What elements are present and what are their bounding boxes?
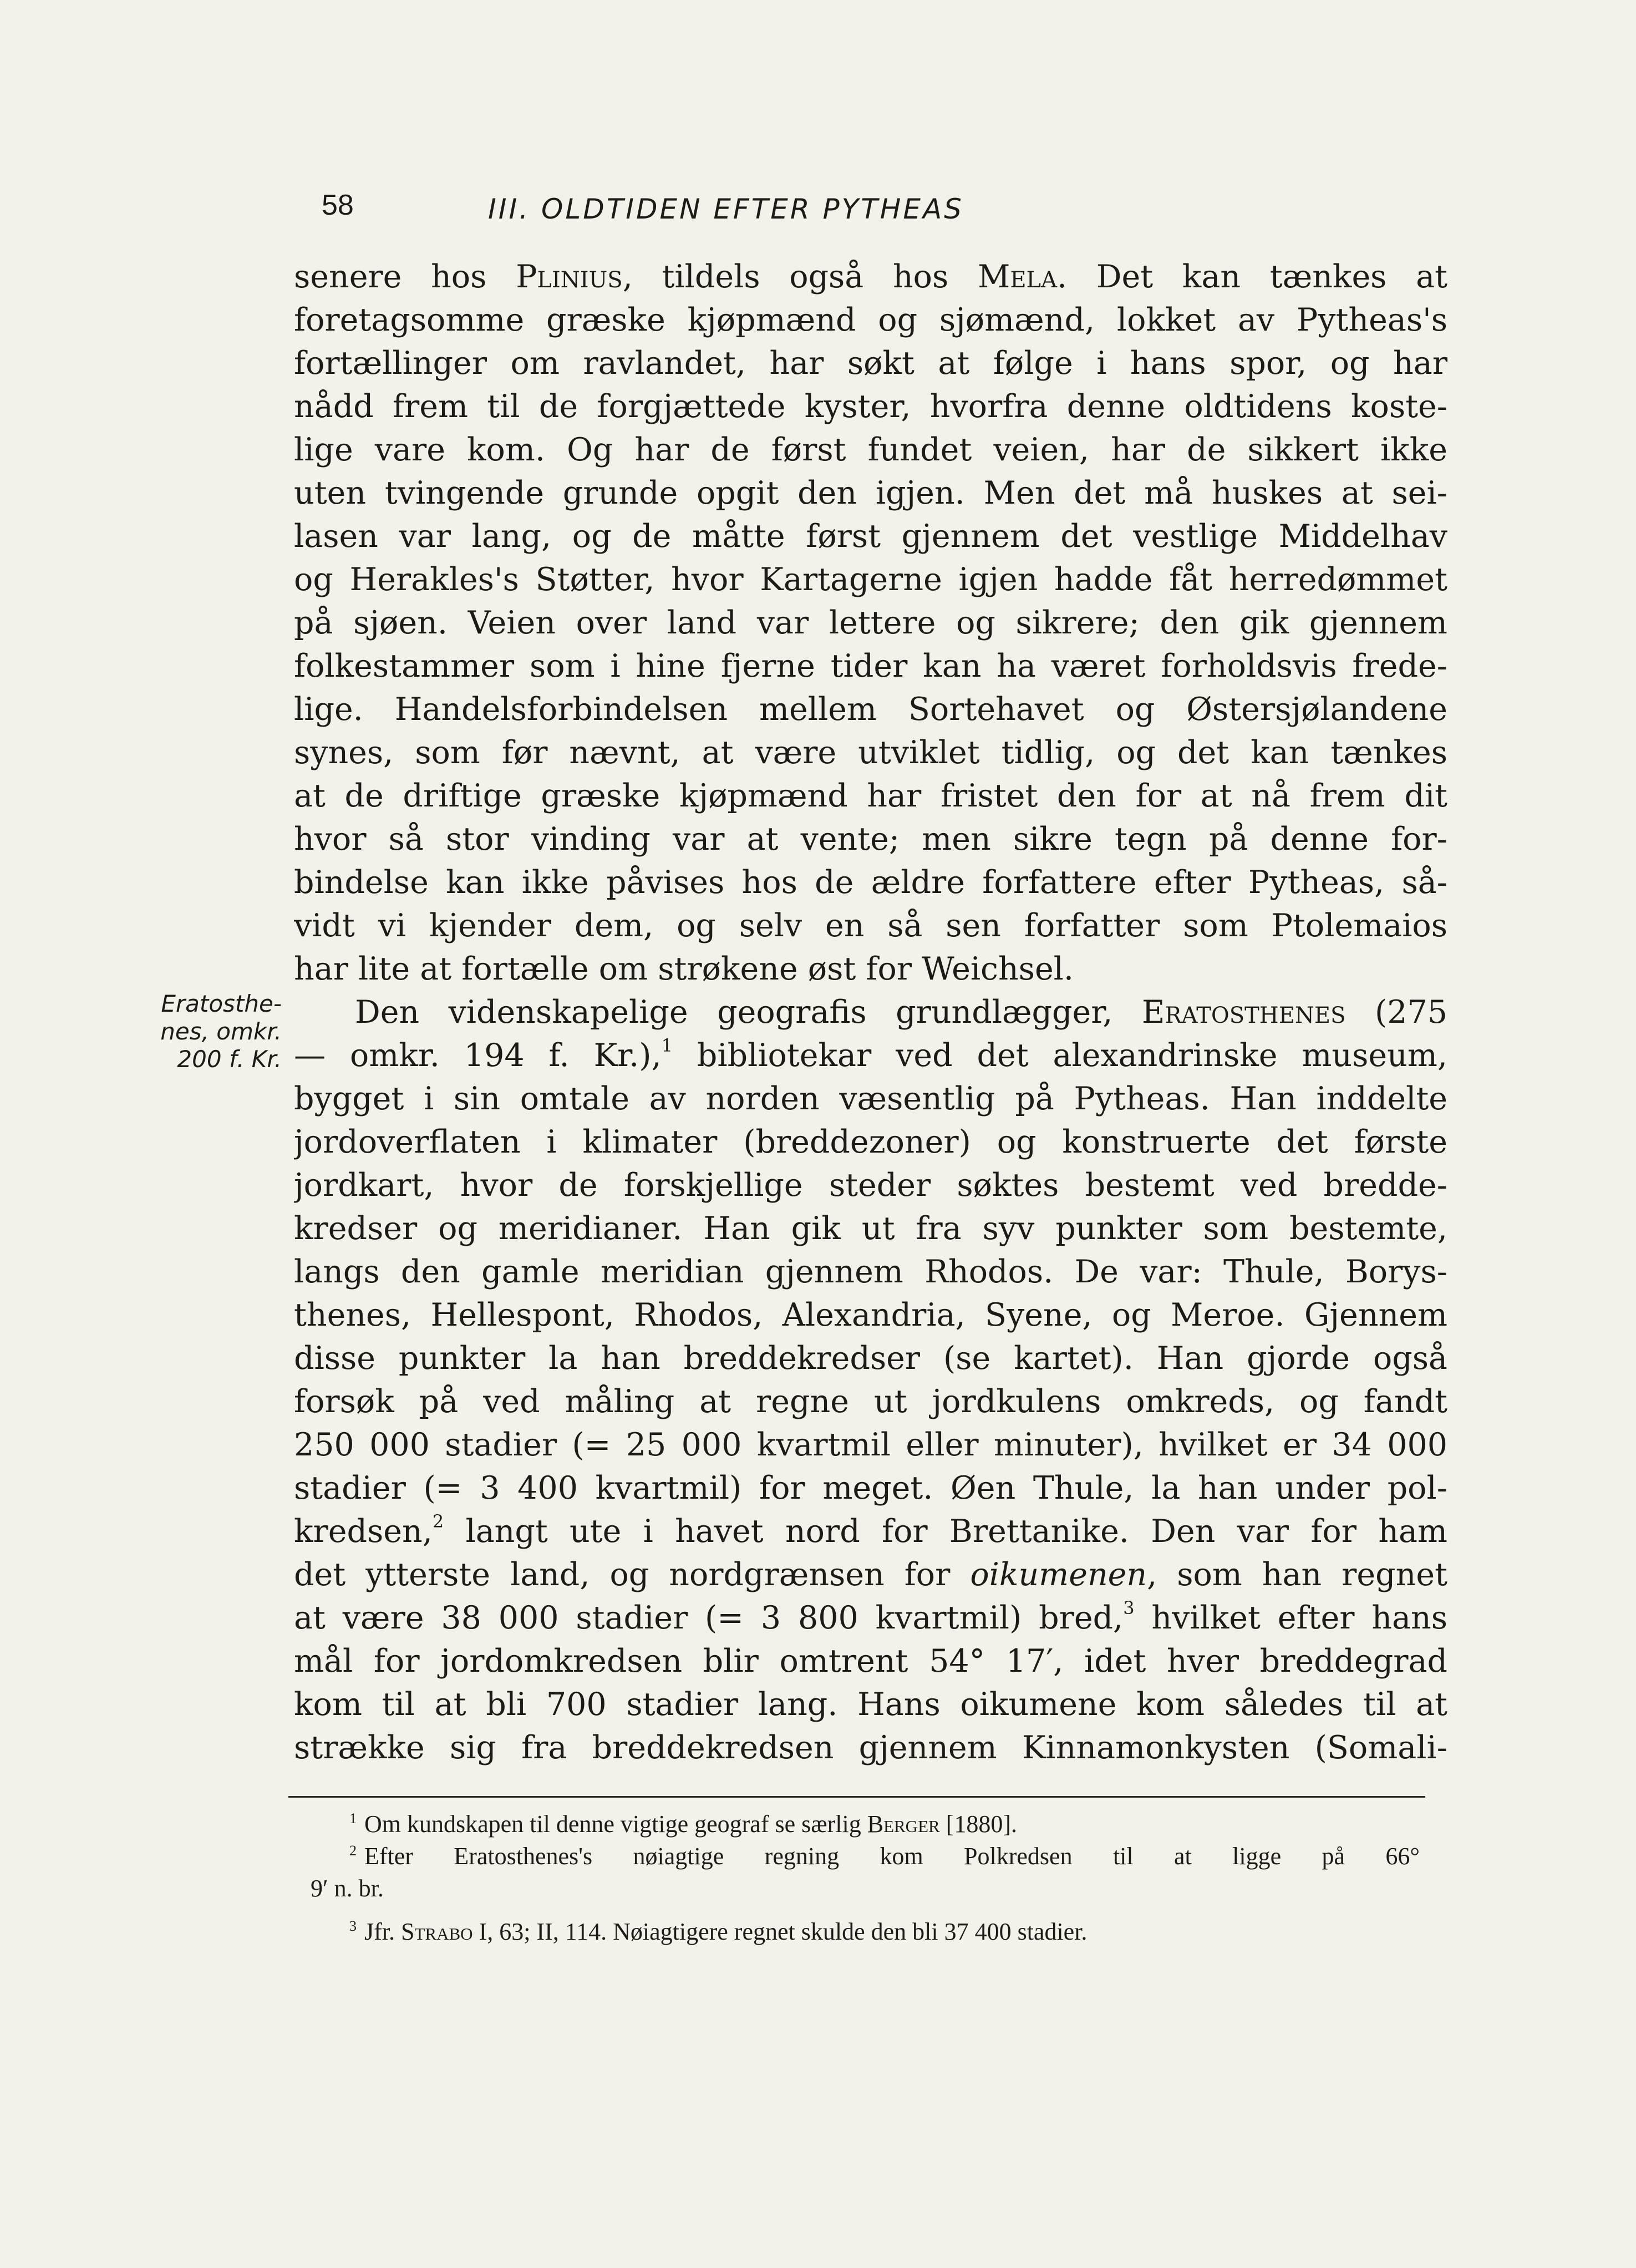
text-line: foretagsomme græske kjøpmænd og sjømænd, lokket av Pytheas's bbox=[294, 302, 1447, 338]
text-line: disse punkter la han breddekredser (se kartet). Han gjorde også bbox=[294, 1340, 1447, 1377]
text-line: hvor så stor vinding var at vente; men sikre tegn på denne for- bbox=[294, 821, 1447, 858]
text-line: forsøk på ved måling at regne ut jordkulens omkreds, og fandt bbox=[294, 1383, 1447, 1420]
text-line: folkestammer som i hine fjerne tider kan ha været forholdsvis frede- bbox=[294, 648, 1447, 684]
margin-note-line: nes, omkr. bbox=[160, 1018, 282, 1045]
text-line: og Herakles's Støtter, hvor Kartagerne igjen hadde fåt herredømmet bbox=[294, 561, 1447, 598]
footnote-ref[interactable]: 3 bbox=[1123, 1597, 1135, 1618]
footnotes bbox=[311, 1808, 1420, 1948]
margin-note-line: Eratosthe- bbox=[161, 990, 282, 1017]
text-line: senere hos Plinius, tildels også hos Mela. Det kan tænkes at bbox=[294, 258, 1447, 295]
text-line: — omkr. 194 f. Kr.),$^1$ bibliotekar ved det alexandrinske museum, bbox=[294, 1035, 1447, 1074]
text-line: synes, som før nævnt, at være utviklet tidlig, og det kan tænkes bbox=[294, 734, 1447, 771]
text-line: kredser og meridianer. Han gik ut fra syv punkter som bestemte, bbox=[294, 1210, 1447, 1247]
running-title: III. OLDTIDEN EFTER PYTHEAS bbox=[488, 193, 964, 225]
footnote-2: $^2$ Efter Eratosthenes's nøiagtige regning kom Polkredsen til at ligge på 66° bbox=[349, 1843, 1420, 1870]
footnote-2-continued: 9′ n. br. bbox=[311, 1875, 384, 1902]
text-line: det ytterste land, og nordgrænsen for oikumenen, som han regnet bbox=[294, 1556, 1447, 1593]
body-text bbox=[294, 255, 1447, 1769]
text-line: thenes, Hellespont, Rhodos, Alexandria, Syene, og Meroe. Gjennem bbox=[294, 1297, 1447, 1333]
page-number: 58 bbox=[322, 189, 354, 221]
footnote-1: $^1$ Om kundskapen til denne vigtige geograf se særlig Berger [1880]. bbox=[349, 1810, 1017, 1838]
author-name: Mela bbox=[977, 258, 1057, 295]
author-name: Plinius bbox=[516, 258, 623, 295]
footnote-number: 2 bbox=[349, 1843, 357, 1859]
text-line: uten tvingende grunde opgit den igjen. Men det må huskes at sei- bbox=[294, 475, 1447, 511]
text-line: Den videnskapelige geografis grundlægger, Eratosthenes (275 bbox=[355, 994, 1447, 1031]
text-line: lige. Handelsforbindelsen mellem Sortehavet og Østersjølandene bbox=[294, 691, 1447, 728]
text-line: 250 000 stadier (= 25 000 kvartmil eller minuter), hvilket er 34 000 bbox=[294, 1427, 1447, 1463]
footnote-3: $^3$ Jfr. Strabo I, 63; II, 114. Nøiagtigere regnet skulde den bli 37 400 stadier. bbox=[349, 1918, 1088, 1945]
footnote-ref[interactable]: 2 bbox=[432, 1511, 444, 1532]
author-name: Eratosthenes bbox=[1141, 994, 1346, 1031]
emphasis: oikumenen bbox=[970, 1556, 1147, 1593]
text-line: på sjøen. Veien over land var lettere og sikrere; den gik gjennem bbox=[294, 605, 1447, 641]
text-line: at være 38 000 stadier (= 3 800 kvartmil) bred,$^3$ hvilket efter hans bbox=[294, 1597, 1447, 1636]
author-name: Berger bbox=[867, 1810, 940, 1838]
text-line: bygget i sin omtale av norden væsentlig på Pytheas. Han inddelte bbox=[294, 1080, 1447, 1117]
page-header bbox=[322, 189, 1414, 244]
text-line: jordkart, hvor de forskjellige steder søktes bestemt ved bredde- bbox=[294, 1167, 1447, 1204]
text-line: at de driftige græske kjøpmænd har fristet den for at nå frem dit bbox=[294, 778, 1447, 814]
footnote-rule bbox=[288, 1796, 1425, 1798]
text-line: kom til at bli 700 stadier lang. Hans oikumene kom således til at bbox=[294, 1686, 1447, 1723]
footnote-number: 1 bbox=[349, 1810, 357, 1826]
text-line: bindelse kan ikke påvises hos de ældre forfattere efter Pytheas, så- bbox=[294, 864, 1447, 901]
text-line: lasen var lang, og de måtte først gjennem det vestlige Middelhav bbox=[294, 518, 1447, 555]
text-line: vidt vi kjender dem, og selv en så sen forfatter som Ptolemaios bbox=[294, 907, 1447, 944]
text-line: stadier (= 3 400 kvartmil) for meget. Øen Thule, la han under pol- bbox=[294, 1470, 1447, 1506]
margin-note-line: 200 f. Kr. bbox=[177, 1046, 282, 1073]
footnote-number: 3 bbox=[349, 1918, 357, 1934]
text-line: nådd frem til de forgjættede kyster, hvorfra denne oldtidens koste- bbox=[294, 388, 1447, 425]
text-line: mål for jordomkredsen blir omtrent 54° 17′, idet hver breddegrad bbox=[294, 1643, 1447, 1680]
margin-note bbox=[126, 990, 282, 1073]
text-line: har lite at fortælle om strøkene øst for Weichsel. bbox=[294, 951, 1074, 987]
text-line: langs den gamle meridian gjennem Rhodos. De var: Thule, Borys- bbox=[294, 1254, 1447, 1290]
author-name: Strabo bbox=[401, 1918, 473, 1945]
text-line: kredsen,$^2$ langt ute i havet nord for Brettanike. Den var for ham bbox=[294, 1511, 1447, 1550]
footnote-ref[interactable]: 1 bbox=[661, 1035, 673, 1056]
text-line: jordoverflaten i klimater (breddezoner) og konstruerte det første bbox=[294, 1124, 1447, 1160]
text-line: lige vare kom. Og har de først fundet veien, har de sikkert ikke bbox=[294, 432, 1447, 468]
text-line: fortællinger om ravlandet, har søkt at følge i hans spor, og har bbox=[294, 345, 1447, 382]
text-line: strække sig fra breddekredsen gjennem Kinnamonkysten (Somali- bbox=[294, 1729, 1447, 1766]
